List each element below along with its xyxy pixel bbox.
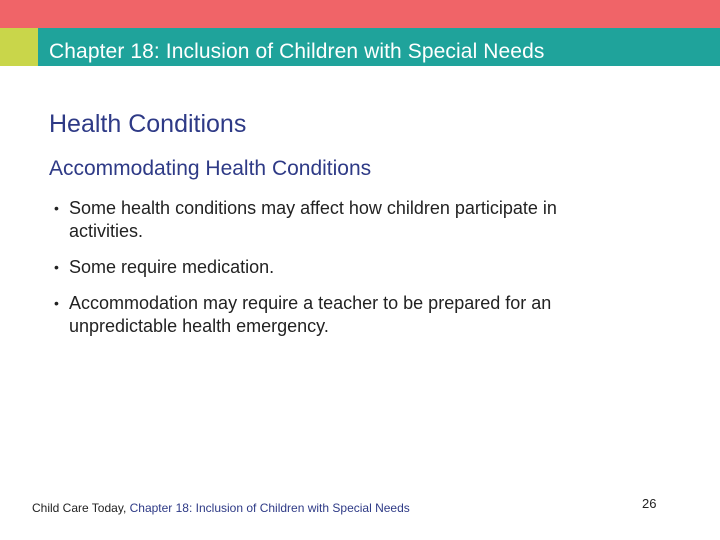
top-accent-strip: [0, 0, 720, 28]
bullet-item: [54, 292, 614, 338]
footer-citation: [32, 500, 410, 516]
bullet-text: Accommodation may require a teacher to be prepared for an unpredictable health emergency.: [69, 293, 552, 336]
slide-title: Health Conditions: [49, 110, 247, 138]
header-accent-block: [0, 28, 38, 66]
bullet-item: [54, 256, 614, 279]
bullet-dot-icon: •: [54, 295, 59, 311]
footer-book-title: Child Care Today,: [32, 501, 130, 515]
bullet-dot-icon: •: [54, 259, 59, 275]
bullet-item: [54, 197, 614, 243]
slide-subtitle: Accommodating Health Conditions: [49, 157, 372, 180]
footer-chapter-title: Chapter 18: Inclusion of Children with Special Needs: [129, 501, 410, 515]
bullet-text: Some health conditions may affect how children participate in activities.: [69, 198, 557, 241]
page-number: 26: [642, 496, 657, 511]
bullet-text: Some require medication.: [69, 257, 275, 277]
chapter-title: Chapter 18: Inclusion of Children with Special Needs: [49, 40, 545, 63]
bullet-dot-icon: •: [54, 200, 59, 216]
bullet-list: [54, 197, 614, 351]
